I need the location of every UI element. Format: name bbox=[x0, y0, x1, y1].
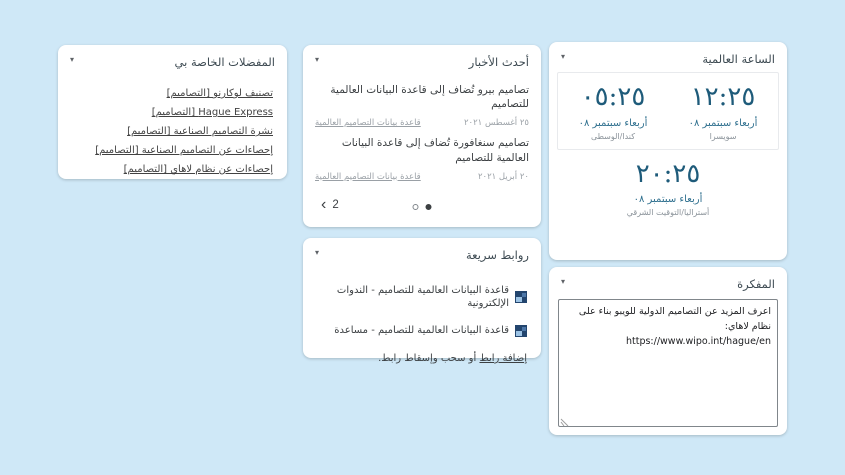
world-clock-title: الساعة العالمية bbox=[702, 52, 775, 66]
clock-location: كندا/الوسطى bbox=[590, 131, 636, 141]
news-headline: تصاميم بيرو تُضاف إلى قاعدة البيانات العالمية للتصاميم bbox=[330, 84, 529, 111]
list-item bbox=[68, 81, 273, 100]
clock-location: أستراليا/التوقيت الشرقي bbox=[626, 208, 710, 218]
clock-date: أربعاء سبتمبر ٠٨ bbox=[633, 194, 703, 206]
quick-link-label: قاعدة البيانات العالمية للتصاميم - مساعدة bbox=[334, 325, 509, 336]
quick-link-webinars[interactable] bbox=[315, 284, 527, 310]
quick-links-body bbox=[303, 262, 541, 364]
quick-links-menu-button[interactable] bbox=[313, 247, 321, 259]
clock-time: ٢٠:٢٥ bbox=[635, 158, 701, 189]
caret-down-icon: ▾ bbox=[70, 55, 75, 64]
clock-time: ١٢:٢٥ bbox=[690, 82, 756, 112]
notepad-area-wrapper bbox=[558, 299, 778, 431]
caret-down-icon: ▾ bbox=[561, 277, 566, 286]
clock-location: سويسرا bbox=[709, 131, 737, 141]
favorite-link-designs-bulletin[interactable]: نشرة التصاميم الصناعية [التصاميم] bbox=[127, 126, 273, 137]
quick-link-help[interactable] bbox=[315, 324, 527, 337]
quick-links-card bbox=[303, 238, 541, 364]
clock-switzerland bbox=[668, 83, 778, 141]
page-dots bbox=[413, 204, 432, 210]
site-favicon-icon bbox=[515, 291, 527, 303]
caret-down-icon: ▾ bbox=[561, 52, 566, 61]
news-item bbox=[315, 83, 529, 128]
news-headline: تصاميم سنغافورة تُضاف إلى قاعدة البيانات العالمية للتصاميم bbox=[341, 137, 529, 164]
favorite-link-locarno[interactable]: تصنيف لوكارنو [التصاميم] bbox=[166, 88, 273, 99]
news-meta bbox=[315, 118, 529, 128]
news-pagination bbox=[315, 195, 529, 220]
notepad-textarea[interactable] bbox=[558, 299, 778, 427]
news-menu-button[interactable] bbox=[313, 54, 321, 66]
world-clock-menu-button[interactable] bbox=[559, 51, 567, 63]
add-link-hint: أو سحب وإسقاط رابط. bbox=[378, 353, 480, 364]
news-date: ٢٠ أبريل ٢٠٢١ bbox=[477, 171, 529, 182]
clock-canada-central bbox=[558, 83, 668, 141]
news-header bbox=[303, 45, 541, 69]
news-date: ٢٥ أغسطس ٢٠٢١ bbox=[463, 118, 529, 129]
news-title: أحدث الأخبار bbox=[468, 55, 529, 69]
quick-link-label: قاعدة البيانات العالمية للتصاميم - الندوات الإلكترونية bbox=[336, 285, 509, 309]
site-favicon-icon bbox=[515, 325, 527, 337]
notepad-title: المفكرة bbox=[737, 277, 775, 291]
notepad-menu-button[interactable] bbox=[559, 276, 567, 288]
list-item bbox=[68, 138, 273, 157]
clock-time: ٠٥:٢٥ bbox=[580, 82, 646, 112]
clock-panel bbox=[557, 72, 779, 150]
add-link-line bbox=[315, 353, 527, 364]
favorite-link-hague-express[interactable]: Hague Express [التصاميم] bbox=[151, 107, 273, 118]
favorites-title: المفضلات الخاصة بي bbox=[174, 55, 275, 69]
notepad-card bbox=[549, 267, 787, 435]
favorites-list bbox=[58, 69, 287, 176]
news-source-link[interactable]: قاعدة بيانات التصاميم العالمية bbox=[315, 171, 421, 182]
caret-down-icon: ▾ bbox=[315, 248, 320, 257]
resize-grip-icon[interactable] bbox=[560, 418, 569, 427]
favorites-menu-button[interactable] bbox=[68, 54, 76, 66]
favorite-link-hague-statistics[interactable]: إحصاءات عن نظام لاهاي [التصاميم] bbox=[123, 164, 273, 175]
chevron-left-icon: ‹ bbox=[321, 195, 327, 213]
news-meta bbox=[315, 172, 529, 182]
list-item bbox=[68, 119, 273, 138]
news-prev-page-button[interactable] bbox=[321, 195, 339, 213]
clock-australia-eastern bbox=[549, 160, 787, 218]
notepad-header bbox=[549, 267, 787, 291]
news-card bbox=[303, 45, 541, 227]
list-item bbox=[68, 100, 273, 119]
quick-links-title: روابط سريعة bbox=[466, 248, 529, 262]
world-clock-header bbox=[549, 42, 787, 66]
favorites-card bbox=[58, 45, 287, 179]
list-item bbox=[68, 157, 273, 176]
quick-links-header bbox=[303, 238, 541, 262]
favorite-link-design-statistics[interactable]: إحصاءات عن التصاميم الصناعية [التصاميم] bbox=[95, 145, 273, 156]
news-body bbox=[303, 69, 541, 220]
page-number: 2 bbox=[332, 198, 339, 211]
clock-date: أربعاء سبتمبر ٠٨ bbox=[688, 117, 758, 129]
clock-date: أربعاء سبتمبر ٠٨ bbox=[578, 117, 648, 129]
news-item bbox=[315, 136, 529, 181]
caret-down-icon: ▾ bbox=[315, 55, 320, 64]
add-link-button[interactable]: إضافة رابط bbox=[479, 353, 527, 364]
favorites-header bbox=[58, 45, 287, 69]
page-dot[interactable] bbox=[413, 204, 419, 210]
page-dot-active[interactable] bbox=[426, 204, 432, 210]
world-clock-card bbox=[549, 42, 787, 260]
news-source-link[interactable]: قاعدة بيانات التصاميم العالمية bbox=[315, 118, 421, 129]
